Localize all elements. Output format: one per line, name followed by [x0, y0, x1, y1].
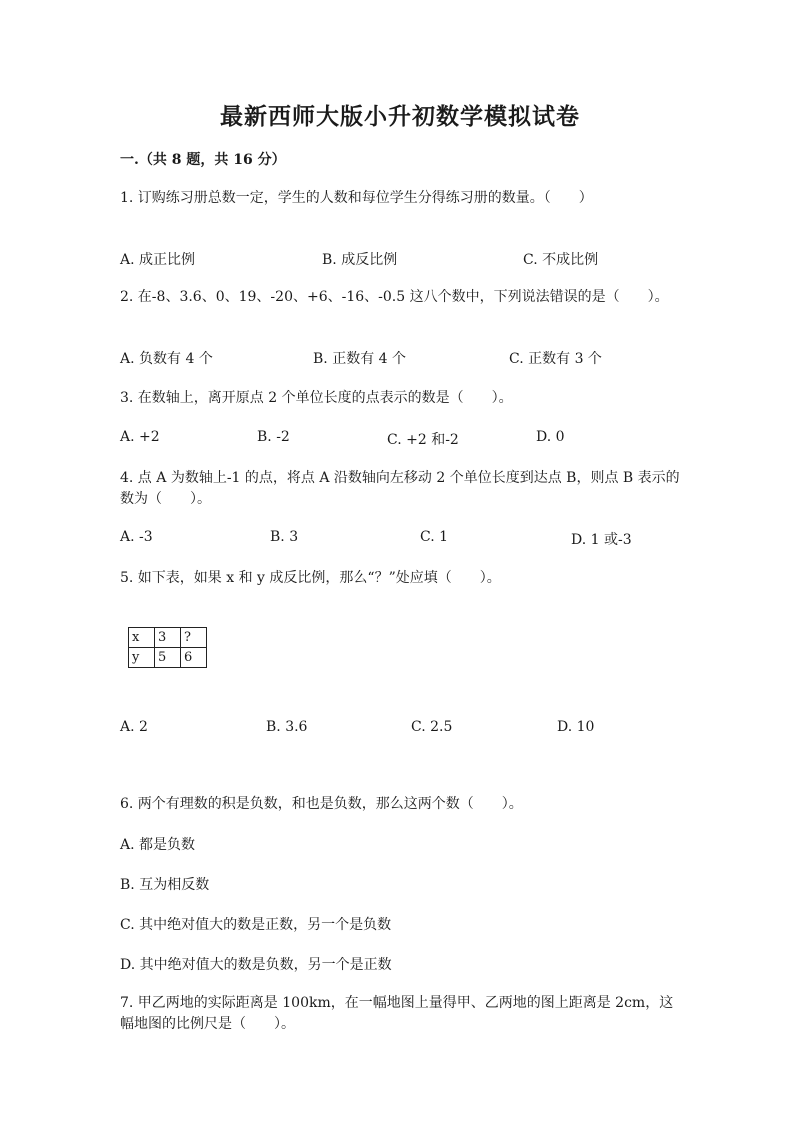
question-5: 5. 如下表，如果 x 和 y 成反比例，那么“？”处应填（ ）。 — [120, 570, 501, 586]
q3-option-b[interactable]: B. -2 — [257, 429, 290, 445]
q4-option-b[interactable]: B. 3 — [270, 529, 299, 545]
q6-option-d[interactable]: D. 其中绝对值大的数是负数，另一个是正数 — [120, 957, 392, 973]
table-cell: y — [129, 648, 155, 668]
table-cell: 5 — [155, 648, 181, 668]
q5-option-d[interactable]: D. 10 — [557, 719, 595, 735]
q3-option-d[interactable]: D. 0 — [536, 429, 565, 445]
question-7: 7. 甲乙两地的实际距离是 100km，在一幅地图上量得甲、乙两地的图上距离是 2cm，这幅地图的比例尺是（ ）。 — [120, 995, 674, 1032]
q5-option-c[interactable]: C. 2.5 — [411, 719, 453, 735]
q5-option-a[interactable]: A. 2 — [120, 719, 148, 735]
xy-table — [128, 627, 207, 668]
q1-option-c[interactable]: C. 不成比例 — [523, 252, 599, 268]
q1-option-a[interactable]: A. 成正比例 — [120, 252, 196, 268]
q2-option-a[interactable]: A. 负数有 4 个 — [120, 351, 213, 367]
question-1: 1. 订购练习册总数一定，学生的人数和每位学生分得练习册的数量。（ ） — [120, 190, 593, 206]
table-cell: 6 — [181, 648, 207, 668]
section-heading: 一.（共 8 题，共 16 分） — [120, 152, 286, 168]
q6-option-b[interactable]: B. 互为相反数 — [120, 877, 210, 893]
page-title: 最新西师大版小升初数学模拟试卷 — [220, 103, 580, 130]
question-3: 3. 在数轴上，离开原点 2 个单位长度的点表示的数是（ ）。 — [120, 390, 513, 406]
question-2: 2. 在-8、3.6、0、19、-20、+6、-16、-0.5 这八个数中，下列说法错误的是（ ）。 — [120, 289, 669, 305]
table-cell: x — [129, 628, 155, 648]
table-cell: 3 — [155, 628, 181, 648]
q2-option-c[interactable]: C. 正数有 3 个 — [509, 351, 602, 367]
q1-option-b[interactable]: B. 成反比例 — [322, 252, 398, 268]
q3-option-a[interactable]: A. +2 — [120, 429, 160, 445]
q3-option-c[interactable]: C. +2 和-2 — [387, 432, 459, 448]
question-6: 6. 两个有理数的积是负数，和也是负数，那么这两个数（ ）。 — [120, 796, 523, 812]
q6-option-a[interactable]: A. 都是负数 — [120, 837, 196, 853]
q4-option-c[interactable]: C. 1 — [420, 529, 449, 545]
q6-option-c[interactable]: C. 其中绝对值大的数是正数，另一个是负数 — [120, 917, 392, 933]
q5-option-b[interactable]: B. 3.6 — [266, 719, 308, 735]
q4-option-d[interactable]: D. 1 或-3 — [571, 532, 632, 548]
table-row — [129, 628, 207, 648]
table-cell: ? — [181, 628, 207, 648]
q4-option-a[interactable]: A. -3 — [120, 529, 153, 545]
q2-option-b[interactable]: B. 正数有 4 个 — [313, 351, 406, 367]
question-4: 4. 点 A 为数轴上-1 的点，将点 A 沿数轴向左移动 2 个单位长度到达点 B，则点 B 表示的数为（ ）。 — [120, 470, 680, 507]
table-row — [129, 648, 207, 668]
